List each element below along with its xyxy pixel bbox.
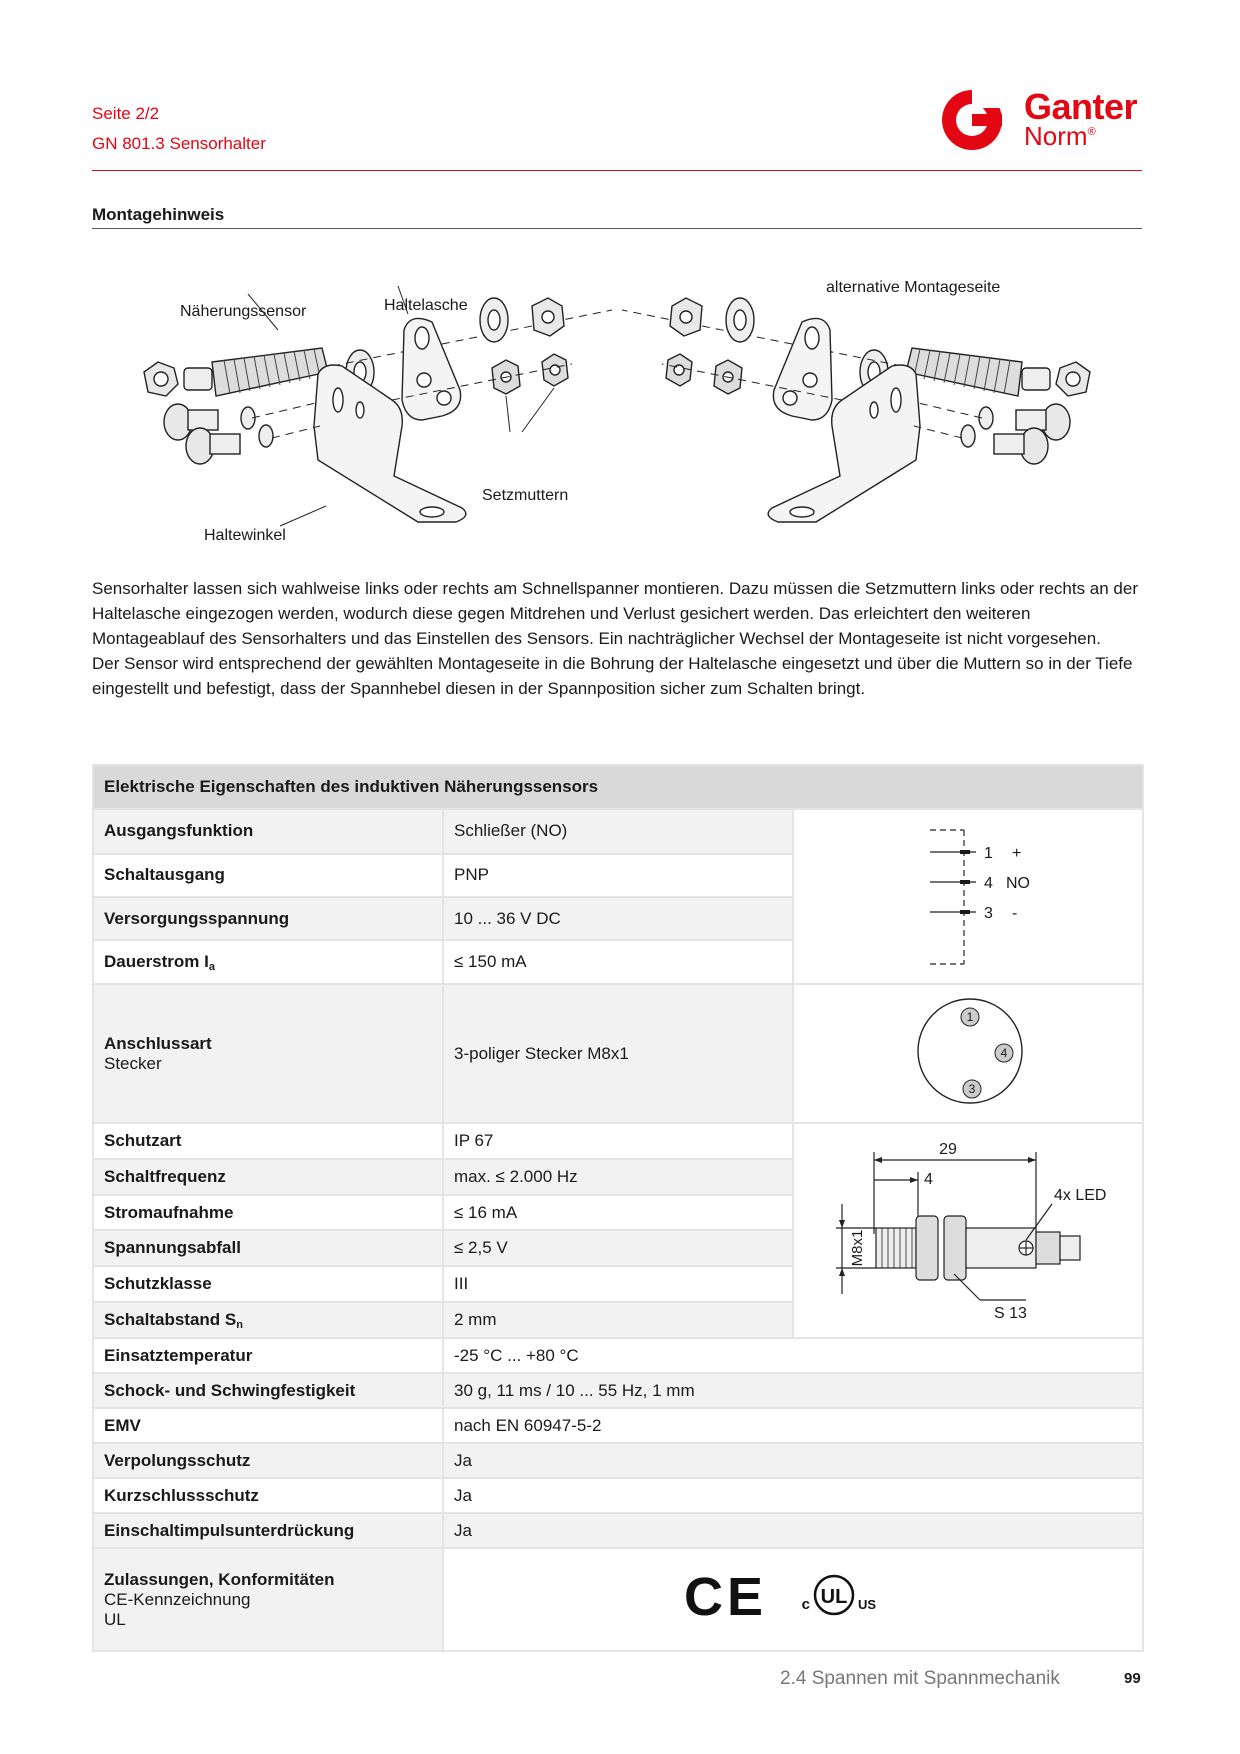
dim-thread: M8x1	[849, 1229, 866, 1267]
label-tab: Haltelasche	[384, 297, 468, 314]
row-value: Schließer (NO)	[443, 809, 793, 854]
row-value: Ja	[443, 1478, 1143, 1513]
row-label: Stromaufnahme	[93, 1195, 443, 1231]
assembly-drawing	[92, 250, 1142, 570]
table-row	[93, 809, 1143, 854]
row-label: Verpolungsschutz	[93, 1443, 443, 1478]
pin-label-4: 4	[1000, 1046, 1008, 1060]
row-value: PNP	[443, 854, 793, 897]
page-label: Seite 2/2	[92, 104, 160, 123]
row-label: Dauerstrom $I_a$	[93, 940, 443, 984]
row-label: Schutzklasse	[93, 1266, 443, 1302]
pin4-sign: NO	[1006, 875, 1030, 892]
dimension-cell	[793, 1123, 1143, 1338]
approval-marks	[454, 1549, 1144, 1645]
ce-mark-icon: CE	[684, 1567, 768, 1627]
row-label: Ausgangsfunktion	[93, 809, 443, 854]
svg-text:US: US	[858, 1597, 877, 1612]
connector-pinout	[794, 985, 1140, 1117]
ul-mark-icon	[802, 1576, 877, 1614]
table-row	[93, 1373, 1143, 1408]
wiring-diagram	[794, 810, 1140, 978]
logo-wordmark-norm: Norm®	[1024, 121, 1096, 151]
row-value: III	[443, 1266, 793, 1302]
pin-label-3: 3	[968, 1082, 976, 1096]
product-title: GN 801.3 Sensorhalter	[92, 134, 266, 153]
row-value: ≤ 150 mA	[443, 940, 793, 984]
table-row	[93, 984, 1143, 1123]
row-label: Versorgungsspannung	[93, 897, 443, 940]
row-value: ≤ 2,5 V	[443, 1230, 793, 1266]
pin-label-1: 1	[966, 1010, 974, 1024]
table-row	[93, 1443, 1143, 1478]
spec-table-title: Elektrische Eigenschaften des induktiven Näherungssensors	[93, 765, 1143, 809]
row-value: 3-poliger Stecker M8x1	[443, 984, 793, 1123]
pin4-number: 4	[984, 875, 993, 892]
row-value: 30 g, 11 ms / 10 ... 55 Hz, 1 mm	[443, 1373, 1143, 1408]
row-value: -25 °C ... +80 °C	[443, 1338, 1143, 1373]
paragraph-2: Der Sensor wird entsprechend der gewählten Montageseite in die Bohrung der Haltelasche eingesetzt und über die Muttern so in der Tiefe eingestellt und befestigt, dass der Spannhebel diesen in der Spannposition sicher zum Schalten bringt.	[92, 654, 1133, 698]
row-label: Schock- und Schwingfestigkeit	[93, 1373, 443, 1408]
pin3-sign: -	[1012, 905, 1018, 922]
table-row	[93, 1548, 1143, 1651]
right-assembly	[622, 298, 1090, 522]
row-label: Spannungsabfall	[93, 1230, 443, 1266]
spec-table	[92, 764, 1144, 1652]
wiring-diagram-cell	[793, 809, 1143, 984]
dim-led: 4x LED	[1054, 1187, 1107, 1204]
table-row	[93, 1513, 1143, 1548]
page-number: 99	[1124, 1670, 1141, 1687]
label-sensor: Näherungssensor	[180, 303, 307, 320]
table-row	[93, 1338, 1143, 1373]
mounting-description	[92, 576, 1142, 701]
row-label: Einschaltimpulsunterdrückung	[93, 1513, 443, 1548]
label-alt-side: alternative Montageseite	[826, 279, 1001, 296]
section-title: Montagehinweis	[92, 205, 225, 224]
row-label: Schutzart	[93, 1123, 443, 1159]
row-value: Ja	[443, 1513, 1143, 1548]
table-row	[93, 1123, 1143, 1159]
table-row	[93, 1478, 1143, 1513]
row-label: Schaltfrequenz	[93, 1159, 443, 1195]
label-nuts: Setzmuttern	[482, 487, 569, 504]
row-label: Einsatztemperatur	[93, 1338, 443, 1373]
section-divider	[92, 228, 1142, 229]
approval-marks-cell	[443, 1548, 1143, 1651]
paragraph-1: Sensorhalter lassen sich wahlweise links oder rechts am Schnellspanner montieren. Dazu müssen die Setzmuttern links oder rechts an der Haltelasche eingezogen werden, wodurch diese gegen Mitdrehen und Verlust gesichert werden. Das erleichtert den weiteren Montageablauf des Sensorhalters und das Einstellen des Sensors. Ein nachträglicher Wechsel der Montageseite ist nicht vorgesehen.	[92, 579, 1139, 648]
label-bracket: Haltewinkel	[204, 527, 286, 544]
svg-text:c: c	[801, 1596, 810, 1613]
row-value: max. ≤ 2.000 Hz	[443, 1159, 793, 1195]
row-label: Anschlussart Stecker	[93, 984, 443, 1123]
row-label: Kurzschlussschutz	[93, 1478, 443, 1513]
connector-cell	[793, 984, 1143, 1123]
row-value: IP 67	[443, 1123, 793, 1159]
footer-section: 2.4 Spannen mit Spannmechanik	[780, 1668, 1060, 1689]
row-label: EMV	[93, 1408, 443, 1443]
svg-text:UL: UL	[820, 1586, 848, 1608]
dim-length: 29	[939, 1141, 957, 1158]
row-value: 2 mm	[443, 1302, 793, 1338]
row-value: ≤ 16 mA	[443, 1195, 793, 1231]
row-label: Schaltabstand $S_n$	[93, 1302, 443, 1338]
row-label: Schaltausgang	[93, 854, 443, 897]
row-value: nach EN 60947-5-2	[443, 1408, 1143, 1443]
pin1-sign: +	[1012, 845, 1022, 862]
dim-wrench: S 13	[994, 1305, 1027, 1322]
row-value: Ja	[443, 1443, 1143, 1478]
pin3-number: 3	[984, 905, 993, 922]
dim-offset: 4	[924, 1171, 933, 1188]
row-label: Zulassungen, Konformitäten CE-Kennzeichnung UL	[93, 1548, 443, 1651]
ganter-logo-icon	[938, 86, 1018, 154]
pin1-number: 1	[984, 845, 993, 862]
dimension-drawing	[794, 1124, 1140, 1332]
header-divider	[92, 170, 1142, 171]
logo-wordmark-ganter: Ganter	[1024, 86, 1138, 127]
row-value: 10 ... 36 V DC	[443, 897, 793, 940]
table-row	[93, 1408, 1143, 1443]
